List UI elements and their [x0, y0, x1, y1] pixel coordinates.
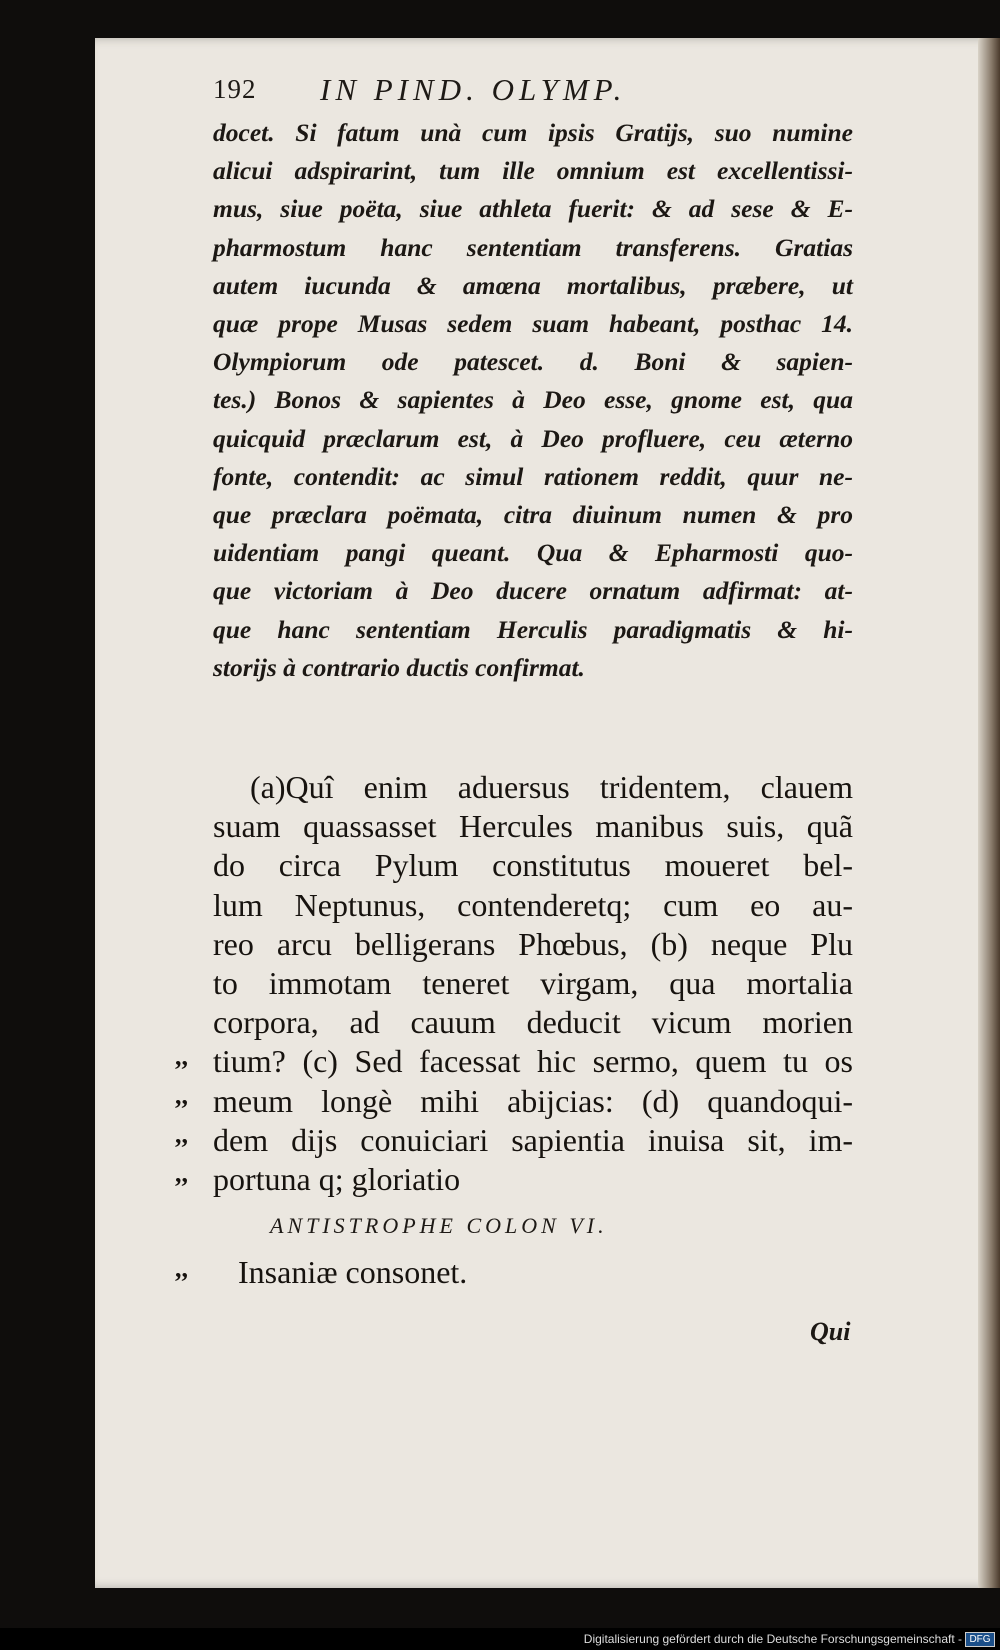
commentary-line: que præclara poëmata, citra diuinum numen & pro [213, 500, 853, 530]
commentary-line: que hanc sententiam Herculis paradigmatis & hi- [213, 614, 853, 644]
commentary-line: quæ prope Musas sedem suam habeant, posthac 14. [213, 309, 853, 339]
commentary-line: mus, siue poëta, siue athleta fuerit: & ad sese & E- [213, 194, 853, 224]
commentary-line: alicui adspirarint, tum ille omnium est excellentissi- [213, 156, 853, 186]
main-text-block [213, 768, 853, 1199]
quotation-mark: ,, [175, 1159, 188, 1188]
text-line: lum Neptunus, contenderetq; cum eo au- [213, 886, 853, 923]
commentary-line: storijs à contrario ductis confirmat. [213, 652, 585, 682]
quotation-mark: ,, [175, 1042, 188, 1071]
page-number: 192 [213, 74, 257, 104]
commentary-line: fonte, contendit: ac simul rationem reddit, quur ne- [213, 461, 853, 491]
running-title: IN PIND. OLYMP. [320, 72, 627, 107]
text-line: do circa Pylum constitutus moueret bel- [213, 847, 853, 884]
text-line: meum longè mihi abijcias: (d) quandoqui- [213, 1082, 853, 1119]
commentary-line: docet. Si fatum unà cum ipsis Gratijs, suo numine [213, 118, 853, 147]
dfg-logo-icon: DFG [965, 1632, 995, 1647]
commentary-line: tes.) Bonos & sapientes à Deo esse, gnome est, qua [213, 385, 853, 415]
section-heading: ANTISTROPHE COLON VI. [270, 1213, 608, 1238]
text-line: to immotam teneret virgam, qua mortalia [213, 965, 853, 1002]
quotation-mark: ,, [175, 1254, 188, 1283]
text-line: reo arcu belligerans Phœbus, (b) neque Plu [213, 925, 853, 962]
commentary-line: uidentiam pangi queant. Qua & Epharmosti quo- [213, 538, 853, 568]
commentary-line: quicquid præclarum est, à Deo profluere, ceu æterno [213, 423, 853, 453]
footer-bar [0, 1628, 1000, 1650]
page-spine-shadow [978, 38, 1000, 1588]
commentary-line: autem iucunda & amœna mortalibus, præbere, ut [213, 270, 853, 300]
catchword: Qui [810, 1317, 851, 1346]
quotation-mark: ,, [175, 1120, 188, 1149]
text-line: (a)Quî enim aduersus tridentem, clauem [250, 769, 853, 805]
text-line: suam quassasset Hercules manibus suis, quã [213, 808, 853, 845]
footer-credit: Digitalisierung gefördert durch die Deutsche Forschungsgemeinschaft - [583, 1632, 962, 1646]
commentary-line: pharmostum hanc sententiam transferens. Gratias [213, 232, 853, 262]
commentary-block [213, 114, 853, 687]
text-line: tium? (c) Sed facessat hic sermo, quem tu os [213, 1043, 853, 1080]
quotation-mark: ,, [175, 1081, 188, 1110]
commentary-line: Olympiorum ode patescet. d. Boni & sapien- [213, 347, 853, 377]
text-line: corpora, ad cauum deducit vicum morien [213, 1004, 853, 1041]
final-line: Insaniæ consonet. [238, 1254, 468, 1290]
text-line: dem dijs conuiciari sapientia inuisa sit, im- [213, 1121, 853, 1158]
text-line: portuna q; gloriatio [213, 1161, 461, 1198]
commentary-line: que victoriam à Deo ducere ornatum adfirmat: at- [213, 576, 853, 606]
